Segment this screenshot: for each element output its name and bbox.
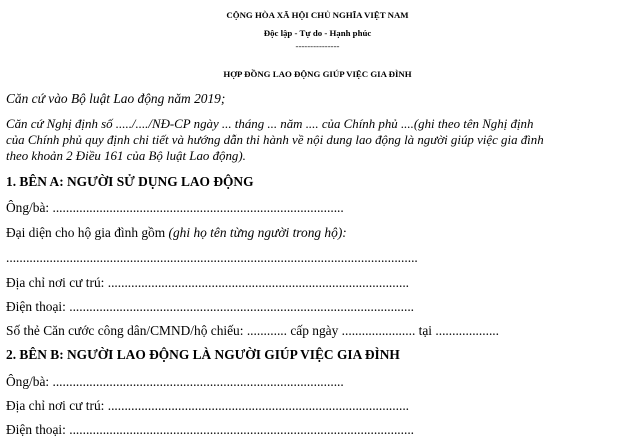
document-title: HỢP ĐỒNG LAO ĐỘNG GIÚP VIỆC GIA ĐÌNH xyxy=(223,69,412,79)
household-members-dots: ........................................................................................................................... xyxy=(6,250,418,265)
representative-label: Đại diện cho hộ gia đình gồm xyxy=(6,225,169,240)
party-a-phone-field: Điện thoại: ....................................................................................................... xyxy=(6,299,415,314)
motto: Độc lập - Tự do - Hạnh phúc xyxy=(263,28,372,38)
party-a-id-field: Số thẻ Căn cước công dân/CMND/hộ chiếu: ............ cấp ngày ...................... tại ................... xyxy=(6,323,499,338)
party-b-address-field: Địa chỉ nơi cư trú: .......................................................................................... xyxy=(6,398,410,413)
party-b-phone-field: Điện thoại: ....................................................................................................... xyxy=(6,422,415,437)
section-a-heading: 1. BÊN A: NGƯỜI SỬ DỤNG LAO ĐỘNG xyxy=(6,174,254,189)
legal-basis-1: Căn cứ vào Bộ luật Lao động năm 2019; xyxy=(6,91,226,106)
party-b-name-field: Ông/bà: ....................................................................................... xyxy=(6,374,344,389)
party-a-address-field: Địa chỉ nơi cư trú: .......................................................................................... xyxy=(6,275,410,290)
party-a-name-field: Ông/bà: ....................................................................................... xyxy=(6,200,344,215)
nation-heading: CỘNG HÒA XÃ HỘI CHỦ NGHĨA VIỆT NAM xyxy=(226,10,409,20)
legal-basis-2-line-1: Căn cứ Nghị định số ...../..../NĐ-CP ngày ... tháng ... năm .... của Chính phủ ....(ghi theo tên Nghị định xyxy=(6,117,534,131)
legal-basis-2-line-3: theo khoản 2 Điều 161 của Bộ luật Lao động). xyxy=(6,149,246,163)
legal-basis-2-line-2: của Chính phủ quy định chi tiết và hướng dẫn thi hành về nội dung lao động là người giúp việc gia đình xyxy=(6,133,544,147)
section-b-heading: 2. BÊN B: NGƯỜI LAO ĐỘNG LÀ NGƯỜI GIÚP VIỆC GIA ĐÌNH xyxy=(6,347,400,362)
household-representative-label xyxy=(6,225,347,241)
separator: --------------- xyxy=(295,41,340,51)
representative-note: (ghi họ tên từng người trong hộ): xyxy=(168,225,347,240)
